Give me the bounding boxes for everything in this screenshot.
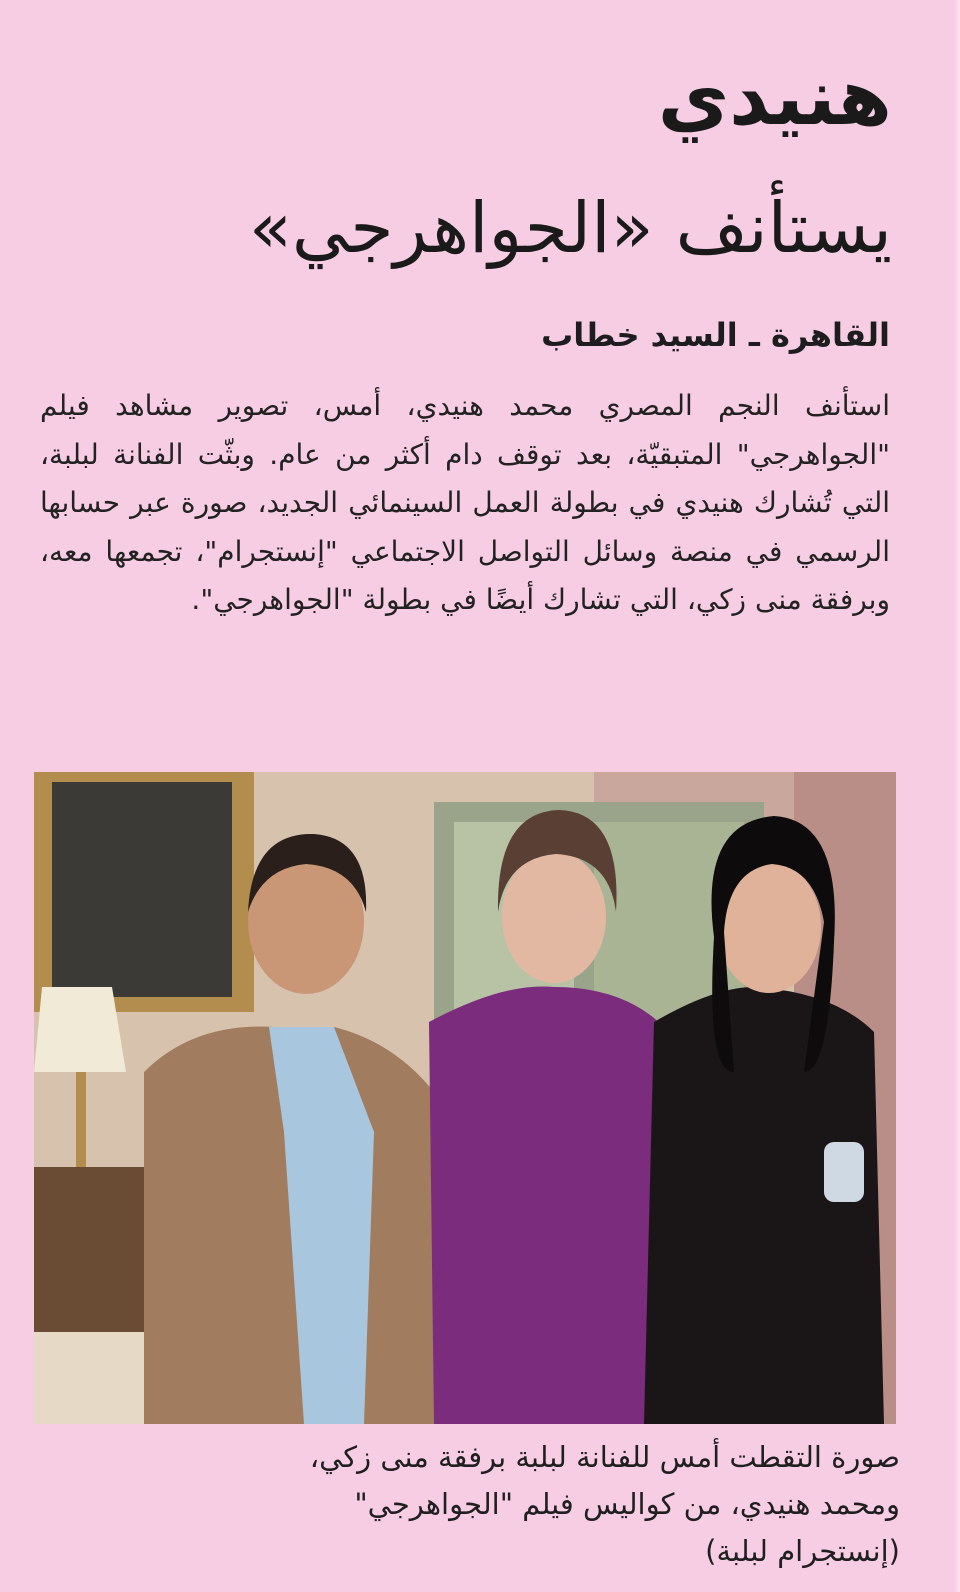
caption-line: ومحمد هنيدي، من كواليس فيلم "الجواهرجي" <box>354 1487 900 1521</box>
photo-illustration <box>34 772 896 1424</box>
page-edge <box>954 0 960 1592</box>
photo-caption <box>40 1434 900 1575</box>
article-paragraph: استأنف النجم المصري محمد هنيدي، أمس، تصوير مشاهد فيلم "الجواهرجي" المتبقيّة، بعد توقف دام أكثر من عام. وبثّت الفنانة لبلبة، التي تُشارك هنيدي في بطولة العمل السينمائي الجديد، صورة عبر حسابها الرسمي في منصة وسائل التواصل الاجتماعي "إنستجرام"، تجمعها معه، وبرفقة منى زكي، التي تشارك أيضًا في بطولة "الجواهرجي". <box>40 389 890 616</box>
caption-line: صورة التقطت أمس للفنانة لبلبة برفقة منى زكي، <box>309 1440 900 1474</box>
headline-sub: يستأنف «الجواهرجي» <box>249 187 892 269</box>
article-body <box>40 382 890 625</box>
article-photo <box>34 772 896 1424</box>
caption-credit: (إنستجرام لبلبة) <box>705 1534 900 1568</box>
byline: القاهرة ـ السيد خطاب <box>541 316 890 354</box>
headline-main: هنيدي <box>657 53 892 143</box>
